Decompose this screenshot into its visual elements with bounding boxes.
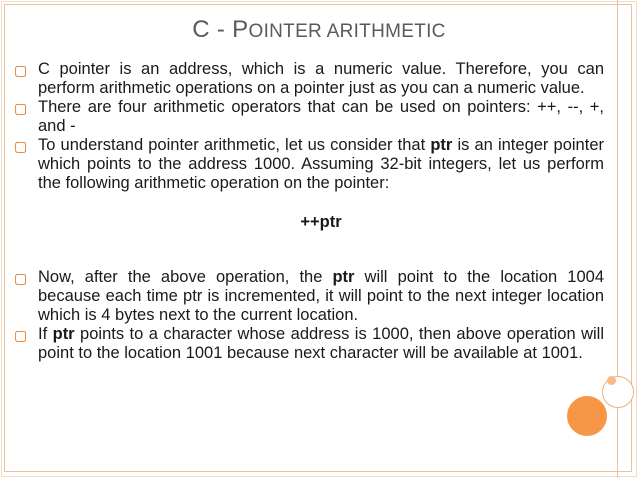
code-example: ++ptr xyxy=(300,213,342,231)
bullet-item: ▢ C pointer is an address, which is a numeric value. Therefore, you can perform arithmetic operations on a pointer just as you can a numeric value. xyxy=(14,60,604,97)
bullet-square-icon: ▢ xyxy=(14,270,28,286)
bullet-item: ▢ If ptr points to a character whose address is 1000, then above operation will point to the location 1001 because next character will be available at 1001. xyxy=(14,325,604,362)
bullet-square-icon: ▢ xyxy=(14,100,28,116)
bullet-item: ▢ There are four arithmetic operators that can be used on pointers: ++, --, +, and - xyxy=(14,98,604,135)
bullet-item: ▢ Now, after the above operation, the ptr will point to the location 1004 because each time ptr is incremented, it will point to the next integer location which is 4 bytes next to the current location. xyxy=(14,268,604,324)
decorative-orange-circle xyxy=(567,396,607,436)
slide-title: C - POINTER ARITHMETIC xyxy=(192,16,446,43)
bullet-square-icon: ▢ xyxy=(14,62,28,78)
bullet-item: ▢ To understand pointer arithmetic, let us consider that ptr is an integer pointer which points to the address 1000. Assuming 32-bit integers, let us perform the following arithmetic operation on the pointer: xyxy=(14,136,604,192)
slide-content xyxy=(14,60,604,363)
bullet-square-icon: ▢ xyxy=(14,327,28,343)
decorative-small-dot xyxy=(607,376,616,385)
bullet-square-icon: ▢ xyxy=(14,138,28,154)
